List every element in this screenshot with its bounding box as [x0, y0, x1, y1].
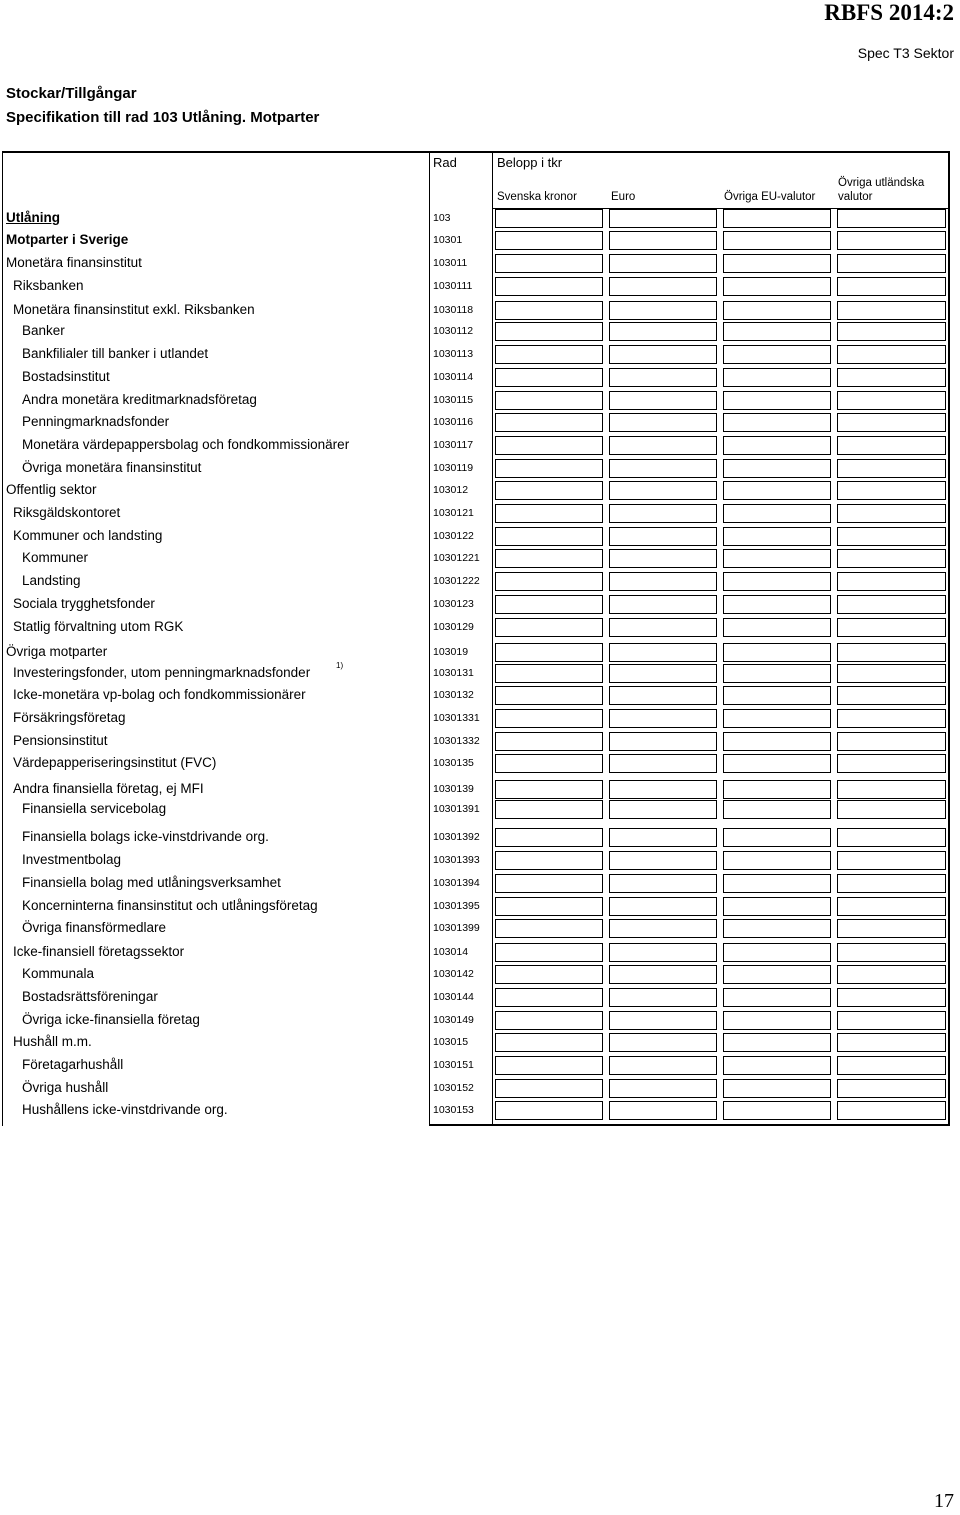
amount-eu-cell[interactable]: [723, 459, 831, 478]
row-code: 10301393: [433, 854, 480, 866]
amount-other-cell[interactable]: [837, 780, 946, 799]
col-header-other-1: Övriga utländska: [838, 177, 925, 189]
row-code: 1030118: [433, 304, 474, 316]
amount-other-cell[interactable]: [837, 595, 946, 614]
row-code: 1030131: [433, 667, 474, 679]
amount-sek-cell[interactable]: [495, 754, 603, 773]
row-code: 1030121: [433, 507, 474, 519]
amount-euro-cell[interactable]: [609, 800, 717, 819]
amount-other-cell[interactable]: [837, 1011, 946, 1030]
amount-euro-cell[interactable]: [609, 1101, 717, 1120]
amount-other-cell[interactable]: [837, 231, 946, 250]
row-label: Offentlig sektor: [6, 482, 97, 497]
row-label: Övriga hushåll: [22, 1080, 109, 1095]
amount-euro-cell[interactable]: [609, 732, 717, 751]
amount-eu-cell[interactable]: [723, 504, 831, 523]
reporting-form: [2, 151, 950, 1126]
amount-other-cell[interactable]: [837, 549, 946, 568]
row-code: 10301: [433, 234, 463, 246]
amount-other-cell[interactable]: [837, 851, 946, 870]
amount-eu-cell[interactable]: [723, 301, 831, 320]
row-label: Övriga icke-finansiella företag: [22, 1012, 200, 1027]
amount-sek-cell[interactable]: [495, 1033, 603, 1052]
row-label: Företagarhushåll: [22, 1057, 124, 1072]
amount-sek-cell[interactable]: [495, 965, 603, 984]
row-code: 1030144: [433, 991, 474, 1003]
amount-sek-cell[interactable]: [495, 391, 603, 410]
row-label: Koncerninterna finansinstitut och utlåningsföretag: [22, 898, 318, 913]
amount-other-cell[interactable]: [837, 527, 946, 546]
amount-euro-cell[interactable]: [609, 301, 717, 320]
amount-euro-cell[interactable]: [609, 209, 717, 228]
amount-euro-cell[interactable]: [609, 851, 717, 870]
amount-other-cell[interactable]: [837, 618, 946, 637]
amount-sek-cell[interactable]: [495, 549, 603, 568]
row-label: Övriga finansförmedlare: [22, 920, 167, 935]
amount-eu-cell[interactable]: [723, 1011, 831, 1030]
amount-euro-cell[interactable]: [609, 231, 717, 250]
amount-sek-cell[interactable]: [495, 436, 603, 455]
amount-sek-cell[interactable]: [495, 800, 603, 819]
amount-eu-cell[interactable]: [723, 322, 831, 341]
amount-sek-cell[interactable]: [495, 897, 603, 916]
amount-euro-cell[interactable]: [609, 988, 717, 1007]
row-label: Andra monetära kreditmarknadsföretag: [22, 392, 257, 407]
amount-other-cell[interactable]: [837, 709, 946, 728]
row-label: Utlåning: [6, 210, 60, 225]
amount-eu-cell[interactable]: [723, 732, 831, 751]
row-code: 10301395: [433, 900, 480, 912]
amount-euro-cell[interactable]: [609, 643, 717, 662]
row-label: Värdepapperiseringsinstitut (FVC): [13, 755, 217, 770]
row-code: 1030149: [433, 1014, 474, 1026]
amount-euro-cell[interactable]: [609, 965, 717, 984]
row-label: Riksgäldskontoret: [13, 505, 121, 520]
row-code: 103014: [433, 946, 469, 958]
row-label: Övriga motparter: [6, 644, 108, 659]
row-label: Finansiella servicebolag: [22, 801, 167, 816]
row-label: Finansiella bolags icke-vinstdrivande org.: [22, 829, 269, 844]
amount-sek-cell[interactable]: [495, 595, 603, 614]
amount-eu-cell[interactable]: [723, 664, 831, 683]
amount-euro-cell[interactable]: [609, 504, 717, 523]
amount-eu-cell[interactable]: [723, 1079, 831, 1098]
row-code: 10301392: [433, 831, 480, 843]
amount-sek-cell[interactable]: [495, 780, 603, 799]
row-code: 103012: [433, 484, 469, 496]
row-label: Banker: [22, 323, 65, 338]
amount-eu-cell[interactable]: [723, 709, 831, 728]
row-code: 10301222: [433, 575, 480, 587]
row-label: Sociala trygghetsfonder: [13, 596, 155, 611]
amount-eu-cell[interactable]: [723, 874, 831, 893]
amount-euro-cell[interactable]: [609, 527, 717, 546]
amount-euro-cell[interactable]: [609, 345, 717, 364]
amount-other-cell[interactable]: [837, 301, 946, 320]
amount-eu-cell[interactable]: [723, 780, 831, 799]
footnote-marker: 1): [336, 661, 344, 670]
row-label: Kommuner och landsting: [13, 528, 163, 543]
amount-sek-cell[interactable]: [495, 874, 603, 893]
row-code: 10301399: [433, 922, 480, 934]
row-label: Bostadsrättsföreningar: [22, 989, 158, 1004]
row-code: 103019: [433, 646, 469, 658]
amount-eu-cell[interactable]: [723, 1101, 831, 1120]
amount-eu-cell[interactable]: [723, 254, 831, 273]
amount-other-cell[interactable]: [837, 897, 946, 916]
col-header-other-2: valutor: [838, 191, 873, 203]
amount-other-cell[interactable]: [837, 459, 946, 478]
amount-other-cell[interactable]: [837, 643, 946, 662]
amount-eu-cell[interactable]: [723, 231, 831, 250]
page-number: 17: [934, 1490, 954, 1512]
amount-eu-cell[interactable]: [723, 618, 831, 637]
amount-sek-cell[interactable]: [495, 301, 603, 320]
amount-eu-cell[interactable]: [723, 209, 831, 228]
col-header-belopp: Belopp i tkr: [497, 155, 563, 170]
amount-eu-cell[interactable]: [723, 851, 831, 870]
row-code: 1030132: [433, 689, 474, 701]
row-label: Statlig förvaltning utom RGK: [13, 619, 184, 634]
amount-euro-cell[interactable]: [609, 254, 717, 273]
amount-euro-cell[interactable]: [609, 874, 717, 893]
amount-sek-cell[interactable]: [495, 988, 603, 1007]
row-label: Icke-monetära vp-bolag och fondkommissionärer: [13, 687, 306, 702]
col-header-euro: Euro: [611, 191, 636, 203]
row-code: 103: [433, 212, 451, 224]
row-code: 103015: [433, 1036, 469, 1048]
amount-sek-cell[interactable]: [495, 709, 603, 728]
document-subtitle: Spec T3 Sektor: [857, 45, 954, 61]
row-label: Investeringsfonder, utom penningmarknadsfonder: [13, 665, 311, 680]
amount-other-cell[interactable]: [837, 828, 946, 847]
amount-euro-cell[interactable]: [609, 919, 717, 938]
amount-sek-cell[interactable]: [495, 1011, 603, 1030]
section-subheading: Specifikation till rad 103 Utlåning. Motparter: [6, 109, 320, 126]
col-header-rad: Rad: [433, 155, 457, 170]
amount-eu-cell[interactable]: [723, 436, 831, 455]
amount-euro-cell[interactable]: [609, 1056, 717, 1075]
row-code: 1030152: [433, 1082, 474, 1094]
amount-sek-cell[interactable]: [495, 231, 603, 250]
amount-euro-cell[interactable]: [609, 1033, 717, 1052]
amount-sek-cell[interactable]: [495, 277, 603, 296]
amount-euro-cell[interactable]: [609, 459, 717, 478]
amount-euro-cell[interactable]: [609, 436, 717, 455]
col-header-eu: Övriga EU-valutor: [724, 191, 816, 203]
amount-eu-cell[interactable]: [723, 1056, 831, 1075]
amount-eu-cell[interactable]: [723, 800, 831, 819]
row-code: 1030115: [433, 394, 474, 406]
row-label: Pensionsinstitut: [13, 733, 108, 748]
amount-sek-cell[interactable]: [495, 322, 603, 341]
amount-sek-cell[interactable]: [495, 828, 603, 847]
amount-other-cell[interactable]: [837, 686, 946, 705]
amount-other-cell[interactable]: [837, 874, 946, 893]
amount-euro-cell[interactable]: [609, 709, 717, 728]
amount-euro-cell[interactable]: [609, 897, 717, 916]
amount-euro-cell[interactable]: [609, 481, 717, 500]
amount-eu-cell[interactable]: [723, 754, 831, 773]
amount-euro-cell[interactable]: [609, 368, 717, 387]
row-label: Icke-finansiell företagssektor: [13, 944, 185, 959]
row-label: Finansiella bolag med utlåningsverksamhet: [22, 875, 281, 890]
amount-sek-cell[interactable]: [495, 1079, 603, 1098]
amount-sek-cell[interactable]: [495, 1056, 603, 1075]
amount-other-cell[interactable]: [837, 209, 946, 228]
row-code: 1030142: [433, 968, 474, 980]
amount-sek-cell[interactable]: [495, 209, 603, 228]
form-border-top: [2, 151, 950, 153]
section-heading: Stockar/Tillgångar: [6, 85, 137, 102]
amount-other-cell[interactable]: [837, 943, 946, 962]
amount-eu-cell[interactable]: [723, 943, 831, 962]
amount-sek-cell[interactable]: [495, 851, 603, 870]
row-code: 10301332: [433, 735, 480, 747]
amount-other-cell[interactable]: [837, 254, 946, 273]
row-code: 1030116: [433, 416, 474, 428]
amount-sek-cell[interactable]: [495, 459, 603, 478]
row-label: Penningmarknadsfonder: [22, 414, 170, 429]
amount-other-cell[interactable]: [837, 988, 946, 1007]
row-code: 1030151: [433, 1059, 474, 1071]
amount-sek-cell[interactable]: [495, 254, 603, 273]
amount-sek-cell[interactable]: [495, 527, 603, 546]
row-code: 1030123: [433, 598, 474, 610]
row-code: 1030114: [433, 371, 474, 383]
row-label: Kommuner: [22, 550, 89, 565]
amount-eu-cell[interactable]: [723, 413, 831, 432]
amount-euro-cell[interactable]: [609, 391, 717, 410]
document-code: RBFS 2014:2: [824, 0, 954, 25]
row-label: Motparter i Sverige: [6, 232, 129, 247]
amount-column-divider: [492, 151, 493, 1126]
amount-eu-cell[interactable]: [723, 391, 831, 410]
amount-euro-cell[interactable]: [609, 549, 717, 568]
rad-column-divider: [429, 151, 430, 1126]
amount-other-cell[interactable]: [837, 413, 946, 432]
amount-sek-cell[interactable]: [495, 413, 603, 432]
amount-eu-cell[interactable]: [723, 919, 831, 938]
row-code: 103011: [433, 257, 468, 269]
amount-sek-cell[interactable]: [495, 732, 603, 751]
amount-other-cell[interactable]: [837, 572, 946, 591]
amount-eu-cell[interactable]: [723, 572, 831, 591]
amount-eu-cell[interactable]: [723, 897, 831, 916]
amount-other-cell[interactable]: [837, 345, 946, 364]
amount-euro-cell[interactable]: [609, 754, 717, 773]
amount-other-cell[interactable]: [837, 800, 946, 819]
amount-euro-cell[interactable]: [609, 572, 717, 591]
amount-sek-cell[interactable]: [495, 504, 603, 523]
row-label: Kommunala: [22, 966, 95, 981]
form-border-left: [2, 151, 3, 1126]
amount-euro-cell[interactable]: [609, 277, 717, 296]
amount-euro-cell[interactable]: [609, 595, 717, 614]
row-label: Monetära finansinstitut: [6, 255, 142, 270]
amount-euro-cell[interactable]: [609, 618, 717, 637]
amount-other-cell[interactable]: [837, 664, 946, 683]
amount-euro-cell[interactable]: [609, 943, 717, 962]
amount-sek-cell[interactable]: [495, 643, 603, 662]
row-label: Bankfilialer till banker i utlandet: [22, 346, 209, 361]
amount-other-cell[interactable]: [837, 1033, 946, 1052]
row-label: Andra finansiella företag, ej MFI: [13, 781, 204, 796]
amount-eu-cell[interactable]: [723, 828, 831, 847]
amount-other-cell[interactable]: [837, 965, 946, 984]
row-code: 1030112: [433, 325, 474, 337]
amount-sek-cell[interactable]: [495, 686, 603, 705]
form-border-bottom: [429, 1124, 950, 1126]
amount-eu-cell[interactable]: [723, 1033, 831, 1052]
amount-euro-cell[interactable]: [609, 828, 717, 847]
amount-other-cell[interactable]: [837, 1079, 946, 1098]
amount-other-cell[interactable]: [837, 1101, 946, 1120]
amount-euro-cell[interactable]: [609, 322, 717, 341]
row-label: Hushållens icke-vinstdrivande org.: [22, 1102, 228, 1117]
amount-sek-cell[interactable]: [495, 481, 603, 500]
amount-sek-cell[interactable]: [495, 943, 603, 962]
row-code: 1030119: [433, 462, 474, 474]
amount-eu-cell[interactable]: [723, 277, 831, 296]
amount-eu-cell[interactable]: [723, 643, 831, 662]
amount-other-cell[interactable]: [837, 277, 946, 296]
amount-euro-cell[interactable]: [609, 664, 717, 683]
amount-eu-cell[interactable]: [723, 965, 831, 984]
row-label: Monetära finansinstitut exkl. Riksbanken: [13, 302, 255, 317]
row-code: 1030113: [433, 348, 474, 360]
row-code: 10301394: [433, 877, 480, 889]
amount-sek-cell[interactable]: [495, 572, 603, 591]
row-label: Övriga monetära finansinstitut: [22, 460, 202, 475]
amount-other-cell[interactable]: [837, 1056, 946, 1075]
row-code: 1030122: [433, 530, 474, 542]
amount-other-cell[interactable]: [837, 436, 946, 455]
amount-other-cell[interactable]: [837, 504, 946, 523]
amount-euro-cell[interactable]: [609, 413, 717, 432]
row-code: 10301221: [433, 552, 480, 564]
amount-eu-cell[interactable]: [723, 686, 831, 705]
amount-eu-cell[interactable]: [723, 481, 831, 500]
row-code: 1030139: [433, 783, 474, 795]
amount-eu-cell[interactable]: [723, 345, 831, 364]
amount-other-cell[interactable]: [837, 368, 946, 387]
row-label: Investmentbolag: [22, 852, 122, 867]
form-border-right: [948, 151, 950, 1126]
amount-eu-cell[interactable]: [723, 549, 831, 568]
amount-euro-cell[interactable]: [609, 1011, 717, 1030]
amount-eu-cell[interactable]: [723, 988, 831, 1007]
amount-sek-cell[interactable]: [495, 919, 603, 938]
amount-euro-cell[interactable]: [609, 780, 717, 799]
col-header-sek: Svenska kronor: [497, 191, 577, 203]
row-label: Bostadsinstitut: [22, 369, 110, 384]
amount-eu-cell[interactable]: [723, 527, 831, 546]
amount-eu-cell[interactable]: [723, 595, 831, 614]
amount-euro-cell[interactable]: [609, 686, 717, 705]
row-code: 10301391: [433, 803, 480, 815]
amount-sek-cell[interactable]: [495, 618, 603, 637]
row-code: 1030117: [433, 439, 474, 451]
amount-other-cell[interactable]: [837, 919, 946, 938]
amount-sek-cell[interactable]: [495, 1101, 603, 1120]
row-code: 1030129: [433, 621, 474, 633]
amount-sek-cell[interactable]: [495, 368, 603, 387]
amount-other-cell[interactable]: [837, 391, 946, 410]
row-label: Landsting: [22, 573, 81, 588]
amount-euro-cell[interactable]: [609, 1079, 717, 1098]
amount-eu-cell[interactable]: [723, 368, 831, 387]
row-code: 10301331: [433, 712, 480, 724]
row-code: 1030153: [433, 1104, 474, 1116]
row-label: Försäkringsföretag: [13, 710, 126, 725]
amount-other-cell[interactable]: [837, 481, 946, 500]
row-label: Riksbanken: [13, 278, 84, 293]
row-label: Hushåll m.m.: [13, 1034, 92, 1049]
amount-sek-cell[interactable]: [495, 345, 603, 364]
row-label: Monetära värdepappersbolag och fondkommissionärer: [22, 437, 350, 452]
amount-other-cell[interactable]: [837, 322, 946, 341]
amount-other-cell[interactable]: [837, 754, 946, 773]
row-code: 1030111: [433, 280, 473, 292]
amount-other-cell[interactable]: [837, 732, 946, 751]
amount-sek-cell[interactable]: [495, 664, 603, 683]
row-code: 1030135: [433, 757, 474, 769]
